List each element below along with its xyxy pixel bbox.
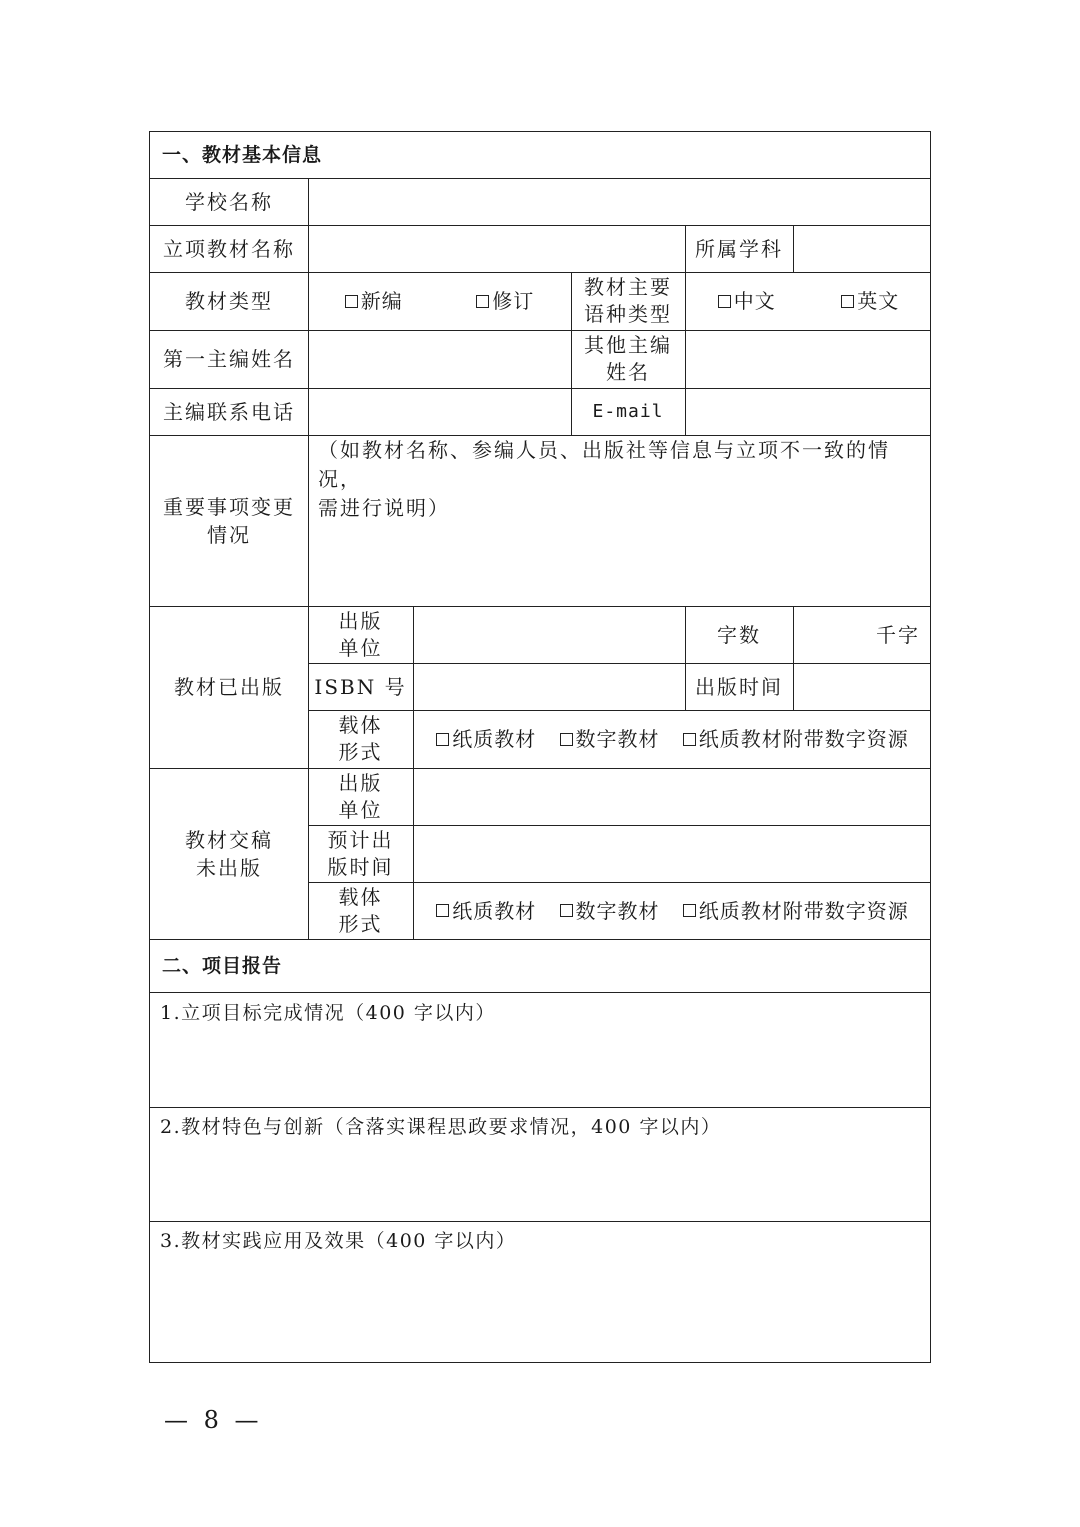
option-paper-with-digital[interactable]: 纸质教材附带数字资源 <box>683 897 909 925</box>
expected-publication-time-field[interactable] <box>413 825 932 882</box>
label-editor-phone: 主编联系电话 <box>163 399 295 424</box>
page-number: — 8 — <box>164 1406 263 1434</box>
important-changes-field[interactable] <box>308 497 932 606</box>
label-language-type: 教材主要 语种类型 <box>584 275 672 326</box>
option-digital-textbook[interactable]: 数字教材 <box>560 725 660 753</box>
word-count-field[interactable] <box>793 606 932 663</box>
checkbox-icon[interactable] <box>476 295 489 308</box>
checkbox-icon[interactable] <box>718 295 731 308</box>
checkbox-icon[interactable] <box>436 733 449 746</box>
textbook-type-options <box>308 272 571 330</box>
project-textbook-name-field[interactable] <box>308 225 685 272</box>
label-project-textbook-name: 立项教材名称 <box>163 236 295 261</box>
report-item-practice-effect: 3.教材实践应用及效果（400 字以内） <box>160 1230 517 1252</box>
label-email: E-mail <box>592 400 664 422</box>
checkbox-icon[interactable] <box>436 904 449 917</box>
label-important-changes: 重要事项变更 情况 <box>163 494 295 547</box>
discipline-field[interactable] <box>793 225 932 272</box>
other-editors-field[interactable] <box>685 330 932 388</box>
option-revised[interactable]: 修订 <box>476 287 534 315</box>
option-chinese[interactable]: 中文 <box>718 287 776 315</box>
application-form-table <box>149 131 931 1363</box>
report-features-innovation-field[interactable] <box>150 1141 932 1221</box>
isbn-field[interactable] <box>413 663 685 710</box>
label-discipline: 所属学科 <box>695 236 783 261</box>
label-publisher: 出版 单位 <box>338 608 383 660</box>
checkbox-icon[interactable] <box>560 904 573 917</box>
option-english[interactable]: 英文 <box>841 287 899 315</box>
section-title-basic-info: 一、教材基本信息 <box>162 144 323 166</box>
label-carrier-form-unpublished: 载体 形式 <box>338 884 383 936</box>
label-textbook-unpublished: 教材交稿 未出版 <box>185 827 273 880</box>
first-editor-field[interactable] <box>308 330 571 388</box>
carrier-options-unpublished <box>413 882 932 939</box>
email-field[interactable] <box>685 388 932 435</box>
label-isbn: ISBN 号 <box>314 674 407 699</box>
label-publication-time: 出版时间 <box>695 674 783 699</box>
label-expected-publication-time: 预计出 版时间 <box>327 827 394 879</box>
section-title-project-report: 二、项目报告 <box>162 954 283 977</box>
report-item-features-innovation: 2.教材特色与创新（含落实课程思政要求情况，400 字以内） <box>160 1116 722 1138</box>
report-goal-completion-field[interactable] <box>150 1027 932 1107</box>
option-paper-with-digital[interactable]: 纸质教材附带数字资源 <box>683 725 909 753</box>
option-new-edition[interactable]: 新编 <box>345 287 403 315</box>
report-practice-effect-field[interactable] <box>150 1255 932 1360</box>
publisher-field[interactable] <box>413 606 685 663</box>
option-digital-textbook[interactable]: 数字教材 <box>560 897 660 925</box>
label-school-name: 学校名称 <box>185 189 273 214</box>
changes-instruction-note: （如教材名称、参编人员、出版社等信息与立项不一致的情况， 需进行说明） <box>318 438 890 520</box>
label-word-count: 字数 <box>717 622 761 647</box>
label-publisher-unpublished: 出版 单位 <box>338 770 383 822</box>
label-first-editor: 第一主编姓名 <box>163 347 295 371</box>
word-count-unit: 千字 <box>876 622 920 647</box>
language-options <box>685 272 932 330</box>
school-name-field[interactable] <box>308 178 932 225</box>
label-textbook-published: 教材已出版 <box>174 675 284 699</box>
label-other-editors: 其他主编 姓名 <box>584 333 672 384</box>
publisher-field-unpublished[interactable] <box>413 768 932 825</box>
carrier-options-published <box>413 710 932 768</box>
checkbox-icon[interactable] <box>683 904 696 917</box>
checkbox-icon[interactable] <box>345 295 358 308</box>
publication-time-field[interactable] <box>793 663 932 710</box>
checkbox-icon[interactable] <box>560 733 573 746</box>
editor-phone-field[interactable] <box>308 388 571 435</box>
option-paper-textbook[interactable]: 纸质教材 <box>436 725 536 753</box>
option-paper-textbook[interactable]: 纸质教材 <box>436 897 536 925</box>
label-carrier-form: 载体 形式 <box>338 713 383 764</box>
checkbox-icon[interactable] <box>841 295 854 308</box>
report-item-goal-completion: 1.立项目标完成情况（400 字以内） <box>160 1002 496 1024</box>
checkbox-icon[interactable] <box>683 733 696 746</box>
label-textbook-type: 教材类型 <box>185 289 273 313</box>
